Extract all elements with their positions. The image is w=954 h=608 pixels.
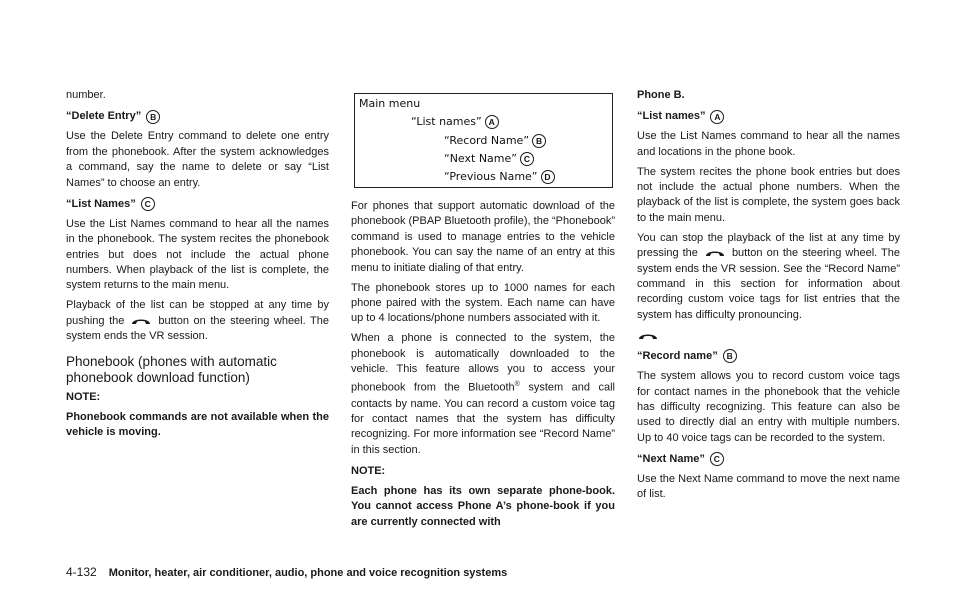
- download-text-b: system and call contacts by name. You can record a custom voice tag for contact names that the system has difficulty recognizing. For more information see “Record Name” in this section.: [351, 382, 615, 456]
- delete-entry-heading: [66, 109, 329, 124]
- pbap-text: For phones that support automatic download of the phonebook (PBAP Bluetooth profile), the “Phonebook” command is used to manage entries to the vehicle phonebook. You can say the name of an entry at this menu to initiate dialing of that entry.: [351, 200, 615, 274]
- menu-title: Main menu: [359, 97, 421, 110]
- record-name-heading-text: “Record name”: [637, 350, 718, 363]
- list-names-text: Use the List Names command to hear all the names and locations in the phone book.: [637, 130, 900, 158]
- main-menu-diagram: [354, 93, 613, 188]
- callout-b-icon: B: [146, 110, 160, 124]
- stop-playback-text-b: button on the steering wheel. The system ends the VR session.: [66, 314, 329, 343]
- stop-playback-text-b: button on the steering wheel. The system ends the VR session. See the “Record Name” command in this section for information about recording custom voice tags for list entries that the system has difficulty pronouncing.: [637, 247, 901, 321]
- delete-entry-heading-text: “Delete Entry”: [66, 110, 142, 123]
- stop-playback-text-a: You can stop the playback of the list at any time by pressing the: [637, 231, 900, 260]
- hang-up-icon-line: [637, 329, 900, 343]
- menu-item-label: “Next Name”: [444, 152, 517, 165]
- page-number: 4-132: [66, 565, 97, 579]
- callout-a-icon: A: [710, 110, 724, 124]
- callout-c-icon: C: [710, 452, 724, 466]
- column-left: [66, 88, 329, 440]
- phone-hang-up-icon: [128, 316, 154, 326]
- download-text-a: When a phone is connected to the system, the phonebook is automatically downloaded to the vehicle. This feature allows you to access your phonebook from the Bluetooth: [351, 332, 615, 395]
- note-text: Phonebook commands are not available when the vehicle is moving.: [66, 410, 329, 438]
- callout-b-icon: B: [532, 134, 546, 148]
- stop-playback-text: [66, 298, 329, 344]
- stop-playback-text: [637, 231, 900, 323]
- callout-c-icon: C: [520, 152, 534, 166]
- list-names-heading: [66, 197, 329, 212]
- phone-hang-up-icon: [637, 331, 663, 341]
- callout-a-icon: A: [485, 115, 499, 129]
- record-name-heading: [637, 349, 900, 364]
- list-names-heading-text: “List names”: [637, 110, 706, 123]
- menu-item-label: “List names”: [411, 115, 482, 128]
- intro-text: number.: [66, 89, 106, 101]
- menu-item-list-names: [411, 115, 499, 129]
- registered-mark: ®: [514, 381, 520, 389]
- page-footer: [66, 564, 507, 581]
- delete-entry-text: Use the Delete Entry command to delete one entry from the phonebook. After the system acknowledges a command, say the name to delete or say “List Names” to choose an entry.: [66, 130, 329, 189]
- column-right: [637, 88, 900, 503]
- list-names-heading: [637, 109, 900, 124]
- menu-item-record-name: [444, 134, 546, 148]
- recite-text: The system recites the phone book entries but does not include the actual phone numbers. When the playback of the list is complete, the system goes back to the main menu.: [637, 165, 900, 224]
- menu-item-next-name: [444, 152, 534, 166]
- record-name-text: The system allows you to record custom voice tags for contact names in the phonebook that the vehicle has difficulty recognizing. This feature can also be used to directly dial an entry with multiple numbers. Up to 40 voice tags can be recorded to the system.: [637, 370, 900, 444]
- next-name-heading-text: “Next Name”: [637, 453, 705, 466]
- column-middle: [351, 199, 615, 530]
- next-name-heading: [637, 452, 900, 467]
- note-text: Each phone has its own separate phone-book. You cannot access Phone A’s phone-book if you are currently connected with: [351, 485, 615, 528]
- note-label: NOTE:: [66, 390, 101, 403]
- stop-playback-text-a: Playback of the list can be stopped at any time by pushing the: [66, 299, 329, 327]
- download-text: [351, 331, 615, 458]
- phonebook-subheading: Phonebook (phones with automatic phonebook download function): [66, 353, 277, 386]
- callout-b-icon: B: [723, 349, 737, 363]
- note-label: NOTE:: [351, 465, 386, 478]
- menu-item-label: “Previous Name”: [444, 170, 538, 183]
- phone-b-text: Phone B.: [637, 89, 685, 101]
- menu-item-label: “Record Name”: [444, 134, 530, 147]
- next-name-text: Use the Next Name command to move the next name of list.: [637, 473, 900, 501]
- phone-hang-up-icon: [702, 248, 728, 258]
- section-title: Monitor, heater, air conditioner, audio, phone and voice recognition systems: [108, 567, 508, 579]
- list-names-heading-text: “List Names”: [66, 197, 136, 210]
- callout-d-icon: D: [541, 170, 555, 184]
- storage-text: The phonebook stores up to 1000 names for each phone paired with the system. Each name can have up to 4 locations/phone numbers associated with it.: [351, 281, 615, 325]
- menu-item-previous-name: [444, 170, 555, 184]
- list-names-text: Use the List Names command to hear all the names in the phonebook. The system recites the phonebook entries but does not include the actual phone numbers. When playback of the list is complete, the system returns to the main menu.: [66, 217, 329, 292]
- callout-c-icon: C: [141, 197, 155, 211]
